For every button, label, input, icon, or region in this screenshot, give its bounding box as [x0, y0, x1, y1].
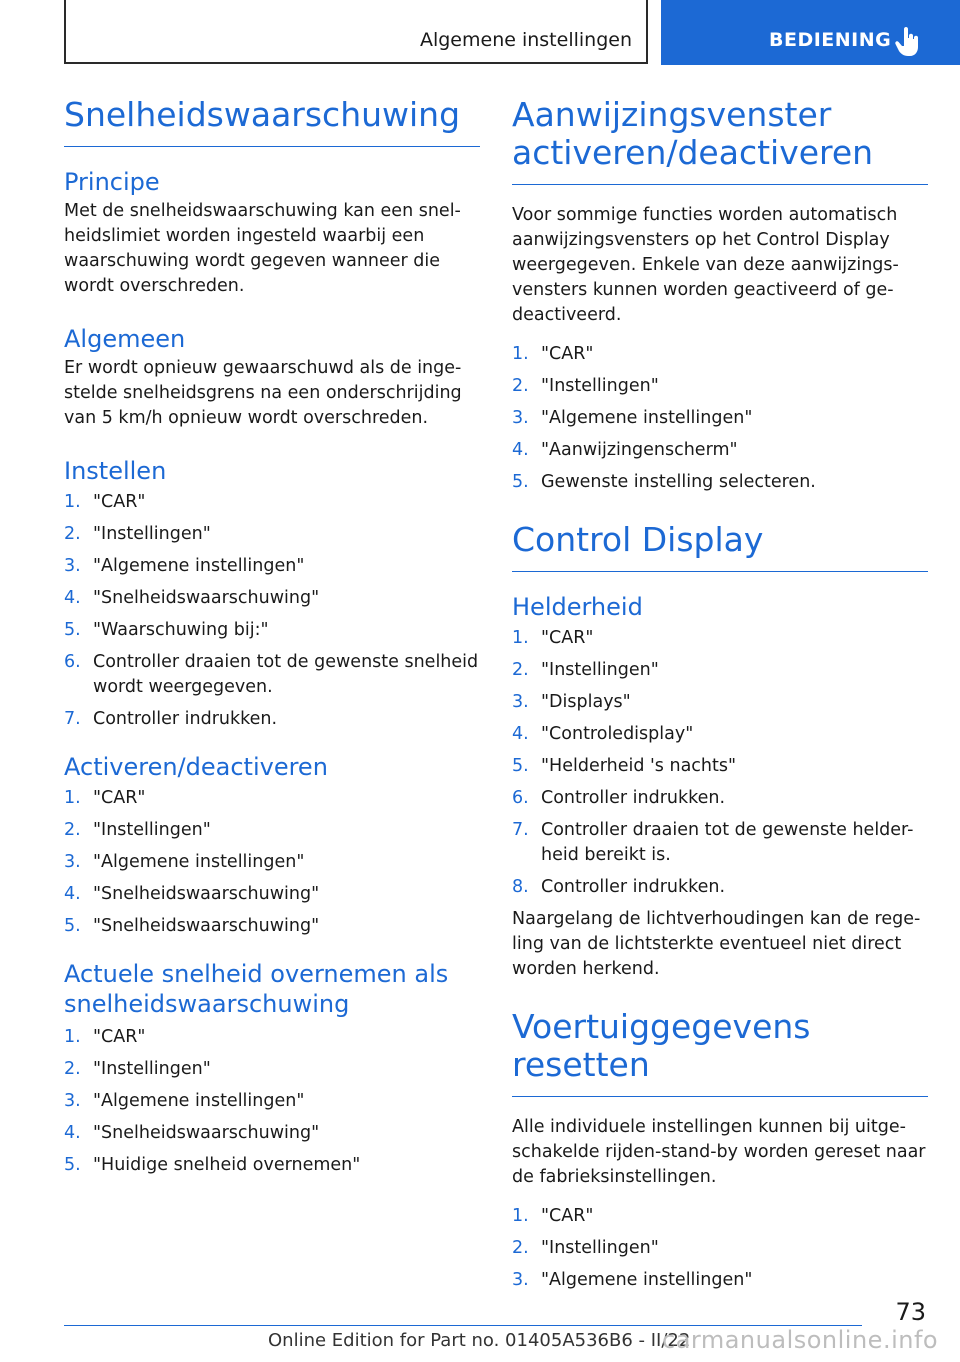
paragraph-aanwijzingsvenster: Voor sommige functies worden automatisch aanwijzingsvensters op het Control Display weergegeven. Enkele van deze aanwijzings-vensters kunnen worden geactiveerd of ge-deactiveerd. [512, 205, 899, 325]
subheading-helderheid: Helderheid [512, 593, 643, 621]
heading-control-display: Control Display [512, 521, 928, 572]
list-item: 2. "Instellingen" [512, 660, 659, 680]
list-item: 2. "Instellingen" [64, 524, 211, 544]
list-item: 1. "CAR" [512, 344, 594, 364]
heading-voertuiggegevens-resetten: Voertuiggegevens resetten [512, 1008, 928, 1097]
list-helderheid [512, 626, 928, 900]
list-item: 4. "Snelheidswaarschuwing" [64, 884, 320, 904]
list-item: 5. Gewenste instelling selecteren. [512, 472, 816, 492]
paragraph-helderheid-note: Naargelang de lichtverhoudingen kan de rege-ling van de lichtsterkte eventueel niet direct worden herkend. [512, 909, 921, 979]
list-item: 4. "Snelheidswaarschuwing" [64, 588, 320, 608]
list-item: 5. "Helderheid 's nachts" [512, 756, 737, 776]
list-item: 1. "CAR" [64, 1027, 146, 1047]
list-item: 7. Controller indrukken. [64, 709, 278, 729]
list-actuele-snelheid [64, 1025, 480, 1178]
list-item: 5. "Snelheidswaarschuwing" [64, 916, 320, 936]
list-reset [512, 1204, 928, 1293]
subheading-activeren: Activeren/deactiveren [64, 753, 328, 781]
header-chapter-tab [661, 0, 960, 65]
list-item: 3. "Algemene instellingen" [64, 852, 305, 872]
list-item: 5. "Huidige snelheid overnemen" [64, 1155, 361, 1175]
list-item: 1. "CAR" [64, 788, 146, 808]
header-section-box [64, 0, 648, 64]
watermark-text: carmanualsonline.info [662, 1326, 939, 1354]
paragraph-algemeen: Er wordt opnieuw gewaarschuwd als de inge-stelde snelheidsgrens na een onderschrijding van 5 km/h opnieuw wordt overschreden. [64, 358, 462, 428]
list-item: 7. Controller draaien tot de gewenste helder-heid bereikt is. [512, 820, 914, 865]
heading-snelheidswaarschuwing: Snelheidswaarschuwing [64, 96, 480, 147]
subheading-algemeen: Algemeen [64, 325, 186, 353]
paragraph-reset: Alle individuele instellingen kunnen bij uitge-schakelde rijden-stand-by worden gereset naar de fabrieksinstellingen. [512, 1117, 926, 1187]
heading-aanwijzingsvenster: Aanwijzingsvenster activeren/deactiveren [512, 96, 928, 185]
list-item: 3. "Algemene instellingen" [512, 408, 753, 428]
list-activeren [64, 786, 480, 939]
header-chapter-title: BEDIENING [769, 29, 892, 51]
list-aanwijzingsvenster [512, 342, 928, 495]
list-item: 4. "Controledisplay" [512, 724, 694, 744]
list-item: 4. "Snelheidswaarschuwing" [64, 1123, 320, 1143]
list-item: 2. "Instellingen" [512, 376, 659, 396]
list-item: 5. "Waarschuwing bij:" [64, 620, 269, 640]
page-number: 73 [895, 1298, 926, 1326]
paragraph-principe: Met de snelheidswaarschuwing kan een snel-heidslimiet worden ingesteld waarbij een waarschuwing wordt gegeven wanneer die wordt overschreden. [64, 201, 461, 296]
list-item: 1. "CAR" [512, 1206, 594, 1226]
list-item: 2. "Instellingen" [64, 820, 211, 840]
left-column [64, 96, 480, 1185]
list-item: 1. "CAR" [512, 628, 594, 648]
footer-edition: Online Edition for Part no. 01405A536B6 - II/22 [268, 1330, 691, 1351]
header-section-title: Algemene instellingen [419, 29, 632, 51]
list-item: 2. "Instellingen" [64, 1059, 211, 1079]
subheading-instellen: Instellen [64, 457, 167, 485]
list-item: 1. "CAR" [64, 492, 146, 512]
list-item: 6. Controller draaien tot de gewenste snelheid wordt weergegeven. [64, 652, 479, 697]
list-item: 3. "Algemene instellingen" [64, 1091, 305, 1111]
list-item: 2. "Instellingen" [512, 1238, 659, 1258]
list-item: 4. "Aanwijzingenscherm" [512, 440, 738, 460]
subheading-principe: Principe [64, 168, 160, 196]
right-column [512, 96, 928, 1300]
list-instellen [64, 490, 480, 732]
list-item: 3. "Algemene instellingen" [64, 556, 305, 576]
subheading-actuele-snelheid: Actuele snelheid overnemen als snelheidswaarschuwing [64, 960, 449, 1018]
list-item: 3. "Algemene instellingen" [512, 1270, 753, 1290]
hand-pointer-icon [895, 27, 921, 57]
list-item: 6. Controller indrukken. [512, 788, 726, 808]
list-item: 8. Controller indrukken. [512, 877, 726, 897]
list-item: 3. "Displays" [512, 692, 631, 712]
